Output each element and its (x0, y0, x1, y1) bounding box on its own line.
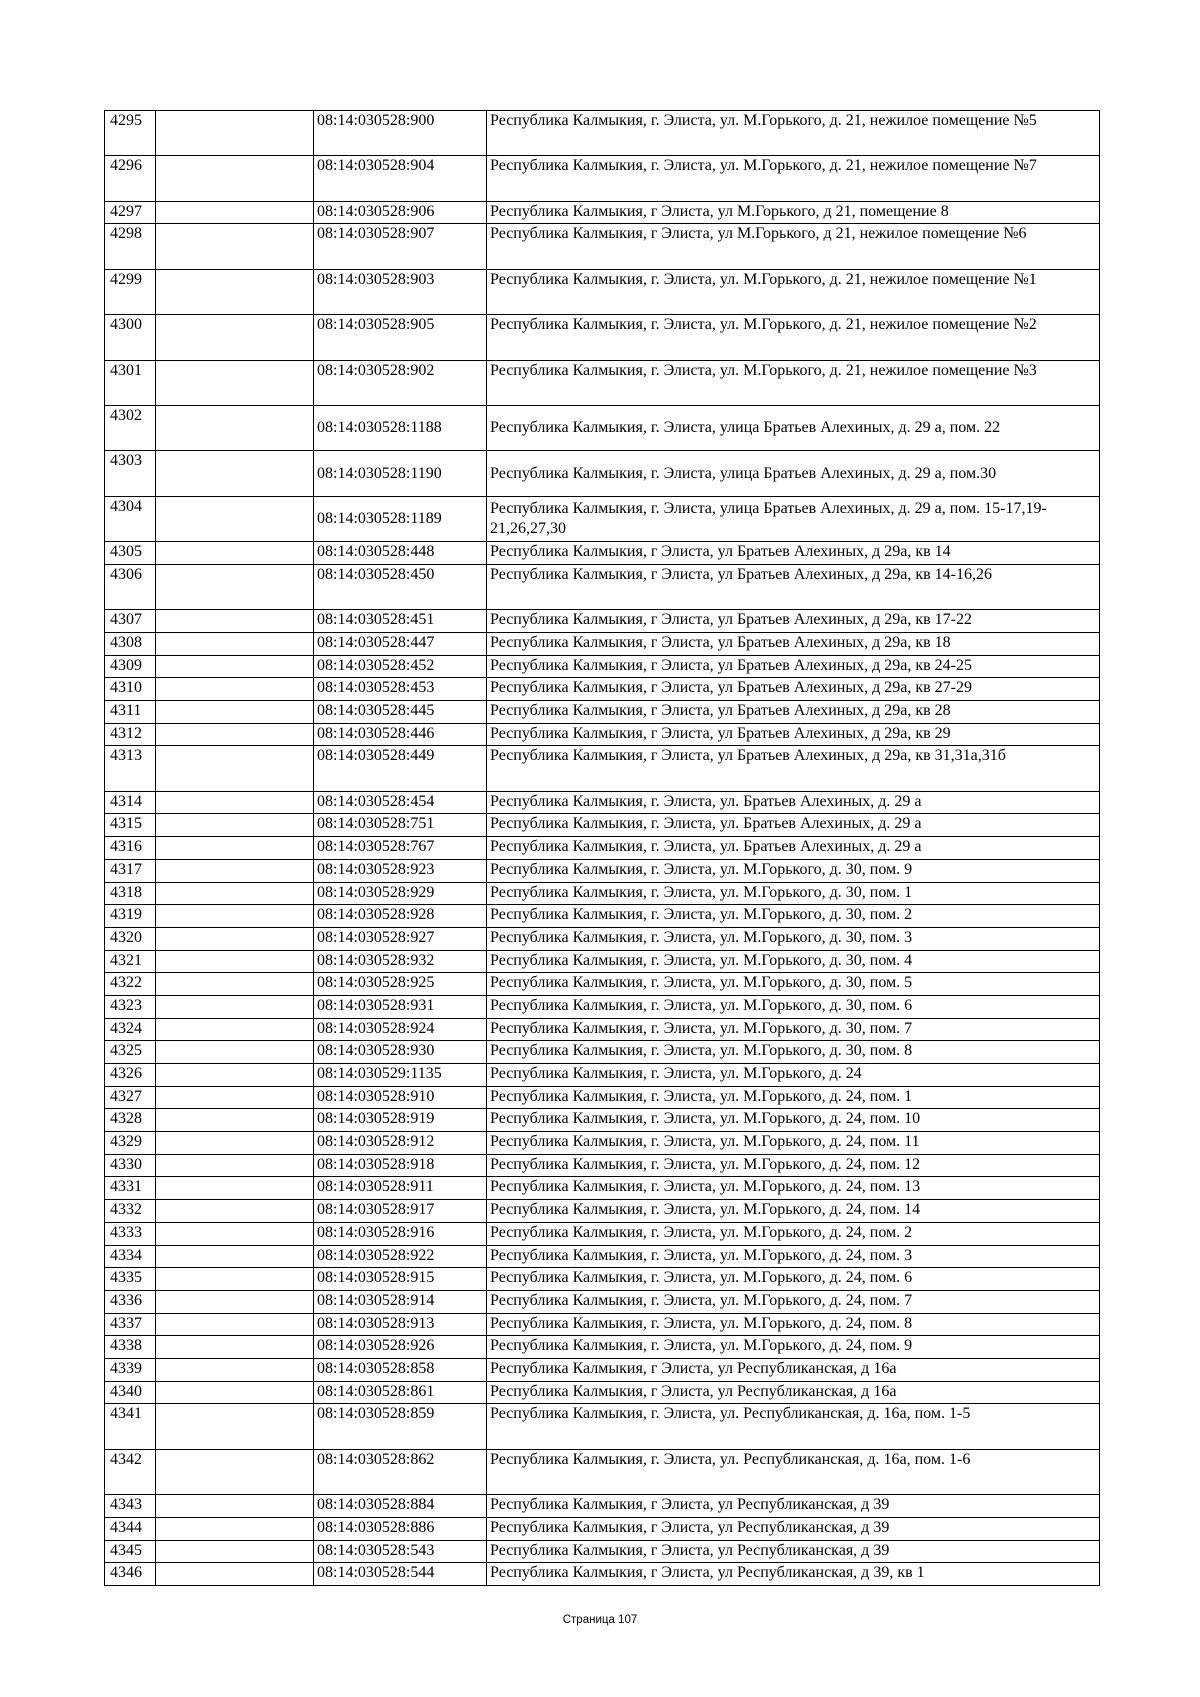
cadastral-number: 08:14:030528:751 (314, 814, 487, 837)
row-number: 4319 (105, 905, 156, 928)
cadastral-number: 08:14:030528:924 (314, 1018, 487, 1041)
empty-cell (156, 723, 314, 746)
address: Республика Калмыкия, г Элиста, ул Республиканская, д 39 (487, 1495, 1100, 1518)
property-table (104, 110, 1100, 1586)
table-row (105, 451, 1100, 496)
address: Республика Калмыкия, г Элиста, ул Братьев Алехиных, д 29а, кв 14 (487, 542, 1100, 565)
address: Республика Калмыкия, г. Элиста, ул. Братьев Алехиных, д. 29 а (487, 791, 1100, 814)
cadastral-number: 08:14:030528:932 (314, 950, 487, 973)
cadastral-number: 08:14:030528:1189 (314, 496, 487, 541)
table-row (105, 1313, 1100, 1336)
cadastral-number: 08:14:030528:925 (314, 973, 487, 996)
cadastral-number: 08:14:030528:452 (314, 655, 487, 678)
row-number: 4315 (105, 814, 156, 837)
empty-cell (156, 1041, 314, 1064)
table-row (105, 1222, 1100, 1245)
empty-cell (156, 746, 314, 791)
cadastral-number: 08:14:030528:861 (314, 1381, 487, 1404)
row-number: 4339 (105, 1358, 156, 1381)
empty-cell (156, 1064, 314, 1087)
table-row (105, 269, 1100, 314)
row-number: 4312 (105, 723, 156, 746)
empty-cell (156, 201, 314, 224)
empty-cell (156, 950, 314, 973)
address: Республика Калмыкия, г. Элиста, ул. Братьев Алехиных, д. 29 а (487, 837, 1100, 860)
row-number: 4302 (105, 406, 156, 451)
row-number: 4321 (105, 950, 156, 973)
cadastral-number: 08:14:030528:906 (314, 201, 487, 224)
table-row (105, 224, 1100, 269)
address: Республика Калмыкия, г. Элиста, улица Братьев Алехиных, д. 29 а, пом. 15-17,19-21,26,27,30 (487, 496, 1100, 541)
cadastral-number: 08:14:030528:927 (314, 927, 487, 950)
table-row (105, 111, 1100, 156)
empty-cell (156, 859, 314, 882)
table-row (105, 201, 1100, 224)
table-row (105, 406, 1100, 451)
table-row (105, 1381, 1100, 1404)
cadastral-number: 08:14:030528:904 (314, 156, 487, 201)
table-row (105, 496, 1100, 541)
address: Республика Калмыкия, г Элиста, ул Братьев Алехиных, д 29а, кв 18 (487, 632, 1100, 655)
table-row (105, 973, 1100, 996)
empty-cell (156, 1517, 314, 1540)
row-number: 4332 (105, 1200, 156, 1223)
table-row (105, 678, 1100, 701)
row-number: 4296 (105, 156, 156, 201)
address: Республика Калмыкия, г. Элиста, ул. М.Горького, д. 30, пом. 2 (487, 905, 1100, 928)
address: Республика Калмыкия, г Элиста, ул Братьев Алехиных, д 29а, кв 31,31а,31б (487, 746, 1100, 791)
empty-cell (156, 1154, 314, 1177)
empty-cell (156, 927, 314, 950)
empty-cell (156, 315, 314, 360)
cadastral-number: 08:14:030528:448 (314, 542, 487, 565)
empty-cell (156, 610, 314, 633)
row-number: 4298 (105, 224, 156, 269)
cadastral-number: 08:14:030528:767 (314, 837, 487, 860)
empty-cell (156, 882, 314, 905)
empty-cell (156, 837, 314, 860)
row-number: 4297 (105, 201, 156, 224)
row-number: 4303 (105, 451, 156, 496)
cadastral-number: 08:14:030528:907 (314, 224, 487, 269)
row-number: 4338 (105, 1336, 156, 1359)
empty-cell (156, 1495, 314, 1518)
address: Республика Калмыкия, г Элиста, ул Братьев Алехиных, д 29а, кв 27-29 (487, 678, 1100, 701)
empty-cell (156, 1358, 314, 1381)
empty-cell (156, 1540, 314, 1563)
row-number: 4305 (105, 542, 156, 565)
table-row (105, 1268, 1100, 1291)
row-number: 4310 (105, 678, 156, 701)
table-row (105, 1018, 1100, 1041)
address: Республика Калмыкия, г Элиста, ул Республиканская, д 39 (487, 1517, 1100, 1540)
table-row (105, 632, 1100, 655)
table-row (105, 542, 1100, 565)
row-number: 4314 (105, 791, 156, 814)
address: Республика Калмыкия, г Элиста, ул Братьев Алехиных, д 29а, кв 24-25 (487, 655, 1100, 678)
table-row (105, 1449, 1100, 1494)
table-row (105, 360, 1100, 405)
table-row (105, 927, 1100, 950)
cadastral-number: 08:14:030528:902 (314, 360, 487, 405)
cadastral-number: 08:14:030529:1135 (314, 1064, 487, 1087)
empty-cell (156, 406, 314, 451)
empty-cell (156, 995, 314, 1018)
empty-cell (156, 111, 314, 156)
address: Республика Калмыкия, г. Элиста, ул. М.Горького, д. 24, пом. 12 (487, 1154, 1100, 1177)
table-row (105, 1358, 1100, 1381)
row-number: 4295 (105, 111, 156, 156)
empty-cell (156, 1018, 314, 1041)
row-number: 4325 (105, 1041, 156, 1064)
empty-cell (156, 678, 314, 701)
row-number: 4333 (105, 1222, 156, 1245)
cadastral-number: 08:14:030528:886 (314, 1517, 487, 1540)
address: Республика Калмыкия, г. Элиста, ул. М.Горького, д. 24, пом. 7 (487, 1290, 1100, 1313)
empty-cell (156, 632, 314, 655)
empty-cell (156, 269, 314, 314)
row-number: 4323 (105, 995, 156, 1018)
row-number: 4306 (105, 564, 156, 609)
row-number: 4346 (105, 1563, 156, 1586)
cadastral-number: 08:14:030528:900 (314, 111, 487, 156)
table-row (105, 610, 1100, 633)
empty-cell (156, 451, 314, 496)
address: Республика Калмыкия, г. Элиста, ул. М.Горького, д. 24, пом. 9 (487, 1336, 1100, 1359)
table-row (105, 315, 1100, 360)
cadastral-number: 08:14:030528:923 (314, 859, 487, 882)
cadastral-number: 08:14:030528:446 (314, 723, 487, 746)
row-number: 4337 (105, 1313, 156, 1336)
empty-cell (156, 1086, 314, 1109)
address: Республика Калмыкия, г Элиста, ул Республиканская, д 16а (487, 1381, 1100, 1404)
row-number: 4317 (105, 859, 156, 882)
empty-cell (156, 1381, 314, 1404)
empty-cell (156, 1336, 314, 1359)
row-number: 4329 (105, 1132, 156, 1155)
address: Республика Калмыкия, г. Элиста, ул. М.Горького, д. 24, пом. 1 (487, 1086, 1100, 1109)
cadastral-number: 08:14:030528:454 (314, 791, 487, 814)
table-row (105, 837, 1100, 860)
row-number: 4304 (105, 496, 156, 541)
empty-cell (156, 701, 314, 724)
row-number: 4316 (105, 837, 156, 860)
row-number: 4300 (105, 315, 156, 360)
address: Республика Калмыкия, г. Элиста, ул. М.Горького, д. 21, нежилое помещение №3 (487, 360, 1100, 405)
cadastral-number: 08:14:030528:1188 (314, 406, 487, 451)
address: Республика Калмыкия, г. Элиста, ул. М.Горького, д. 24, пом. 6 (487, 1268, 1100, 1291)
address: Республика Калмыкия, г. Элиста, ул. М.Горького, д. 24, пом. 11 (487, 1132, 1100, 1155)
empty-cell (156, 1245, 314, 1268)
empty-cell (156, 360, 314, 405)
address: Республика Калмыкия, г Элиста, ул М.Горького, д 21, нежилое помещение №6 (487, 224, 1100, 269)
row-number: 4308 (105, 632, 156, 655)
table-row (105, 701, 1100, 724)
empty-cell (156, 496, 314, 541)
table-row (105, 814, 1100, 837)
address: Республика Калмыкия, г. Элиста, ул. Республиканская, д. 16а, пом. 1-6 (487, 1449, 1100, 1494)
table-row (105, 1517, 1100, 1540)
row-number: 4309 (105, 655, 156, 678)
address: Республика Калмыкия, г. Элиста, ул. М.Горького, д. 24, пом. 2 (487, 1222, 1100, 1245)
empty-cell (156, 1132, 314, 1155)
cadastral-number: 08:14:030528:914 (314, 1290, 487, 1313)
table-row (105, 564, 1100, 609)
address: Республика Калмыкия, г Элиста, ул Братьев Алехиных, д 29а, кв 29 (487, 723, 1100, 746)
table-row (105, 1109, 1100, 1132)
cadastral-number: 08:14:030528:929 (314, 882, 487, 905)
empty-cell (156, 1449, 314, 1494)
table-row (105, 905, 1100, 928)
table-row (105, 1041, 1100, 1064)
table-row (105, 1154, 1100, 1177)
cadastral-number: 08:14:030528:928 (314, 905, 487, 928)
address: Республика Калмыкия, г Элиста, ул Братьев Алехиных, д 29а, кв 14-16,26 (487, 564, 1100, 609)
cadastral-number: 08:14:030528:919 (314, 1109, 487, 1132)
cadastral-number: 08:14:030528:918 (314, 1154, 487, 1177)
cadastral-number: 08:14:030528:859 (314, 1404, 487, 1449)
cadastral-number: 08:14:030528:903 (314, 269, 487, 314)
empty-cell (156, 564, 314, 609)
address: Республика Калмыкия, г. Элиста, ул. М.Горького, д. 21, нежилое помещение №2 (487, 315, 1100, 360)
table-row (105, 995, 1100, 1018)
address: Республика Калмыкия, г. Элиста, ул. М.Горького, д. 24, пом. 13 (487, 1177, 1100, 1200)
address: Республика Калмыкия, г Элиста, ул Республиканская, д 39, кв 1 (487, 1563, 1100, 1586)
empty-cell (156, 1268, 314, 1291)
empty-cell (156, 1177, 314, 1200)
table-row (105, 1563, 1100, 1586)
cadastral-number: 08:14:030528:544 (314, 1563, 487, 1586)
cadastral-number: 08:14:030528:905 (314, 315, 487, 360)
empty-cell (156, 1109, 314, 1132)
address: Республика Калмыкия, г Элиста, ул М.Горького, д 21, помещение 8 (487, 201, 1100, 224)
cadastral-number: 08:14:030528:449 (314, 746, 487, 791)
address: Республика Калмыкия, г Элиста, ул Братьев Алехиных, д 29а, кв 28 (487, 701, 1100, 724)
table-row (105, 1200, 1100, 1223)
empty-cell (156, 156, 314, 201)
empty-cell (156, 1200, 314, 1223)
cadastral-number: 08:14:030528:453 (314, 678, 487, 701)
table-row (105, 156, 1100, 201)
address: Республика Калмыкия, г. Элиста, ул. М.Горького, д. 21, нежилое помещение №1 (487, 269, 1100, 314)
empty-cell (156, 973, 314, 996)
row-number: 4327 (105, 1086, 156, 1109)
row-number: 4343 (105, 1495, 156, 1518)
cadastral-number: 08:14:030528:447 (314, 632, 487, 655)
empty-cell (156, 655, 314, 678)
table-row (105, 746, 1100, 791)
empty-cell (156, 1290, 314, 1313)
row-number: 4322 (105, 973, 156, 996)
cadastral-number: 08:14:030528:862 (314, 1449, 487, 1494)
table-row (105, 950, 1100, 973)
cadastral-number: 08:14:030528:930 (314, 1041, 487, 1064)
address: Республика Калмыкия, г. Элиста, ул. М.Горького, д. 21, нежилое помещение №5 (487, 111, 1100, 156)
row-number: 4313 (105, 746, 156, 791)
row-number: 4320 (105, 927, 156, 950)
cadastral-number: 08:14:030528:931 (314, 995, 487, 1018)
table-row (105, 1177, 1100, 1200)
table-row (105, 882, 1100, 905)
empty-cell (156, 1404, 314, 1449)
empty-cell (156, 1563, 314, 1586)
address: Республика Калмыкия, г. Элиста, ул. М.Горького, д. 30, пом. 9 (487, 859, 1100, 882)
row-number: 4344 (105, 1517, 156, 1540)
address: Республика Калмыкия, г. Элиста, ул. М.Горького, д. 24 (487, 1064, 1100, 1087)
address: Республика Калмыкия, г. Элиста, ул. М.Горького, д. 30, пом. 1 (487, 882, 1100, 905)
address: Республика Калмыкия, г. Элиста, ул. М.Горького, д. 30, пом. 8 (487, 1041, 1100, 1064)
row-number: 4326 (105, 1064, 156, 1087)
row-number: 4299 (105, 269, 156, 314)
table-row (105, 859, 1100, 882)
table-row (105, 1404, 1100, 1449)
cadastral-number: 08:14:030528:916 (314, 1222, 487, 1245)
address: Республика Калмыкия, г. Элиста, ул. Братьев Алехиных, д. 29 а (487, 814, 1100, 837)
table-row (105, 1245, 1100, 1268)
empty-cell (156, 1313, 314, 1336)
table-row (105, 1290, 1100, 1313)
address: Республика Калмыкия, г. Элиста, ул. М.Горького, д. 30, пом. 7 (487, 1018, 1100, 1041)
row-number: 4331 (105, 1177, 156, 1200)
table-row (105, 1336, 1100, 1359)
empty-cell (156, 224, 314, 269)
address: Республика Калмыкия, г. Элиста, ул. М.Горького, д. 30, пом. 6 (487, 995, 1100, 1018)
row-number: 4311 (105, 701, 156, 724)
address: Республика Калмыкия, г. Элиста, ул. М.Горького, д. 24, пом. 10 (487, 1109, 1100, 1132)
cadastral-number: 08:14:030528:858 (314, 1358, 487, 1381)
cadastral-number: 08:14:030528:543 (314, 1540, 487, 1563)
address: Республика Калмыкия, г. Элиста, ул. М.Горького, д. 24, пом. 14 (487, 1200, 1100, 1223)
cadastral-number: 08:14:030528:884 (314, 1495, 487, 1518)
cadastral-number: 08:14:030528:913 (314, 1313, 487, 1336)
table-row (105, 1495, 1100, 1518)
table-body (105, 111, 1100, 1586)
cadastral-number: 08:14:030528:451 (314, 610, 487, 633)
row-number: 4342 (105, 1449, 156, 1494)
cadastral-number: 08:14:030528:1190 (314, 451, 487, 496)
address: Республика Калмыкия, г. Элиста, ул. Республиканская, д. 16а, пом. 1-5 (487, 1404, 1100, 1449)
address: Республика Калмыкия, г. Элиста, ул. М.Горького, д. 21, нежилое помещение №7 (487, 156, 1100, 201)
row-number: 4341 (105, 1404, 156, 1449)
address: Республика Калмыкия, г. Элиста, ул. М.Горького, д. 30, пом. 3 (487, 927, 1100, 950)
address: Республика Калмыкия, г. Элиста, улица Братьев Алехиных, д. 29 а, пом. 22 (487, 406, 1100, 451)
cadastral-number: 08:14:030528:910 (314, 1086, 487, 1109)
row-number: 4307 (105, 610, 156, 633)
cadastral-number: 08:14:030528:445 (314, 701, 487, 724)
empty-cell (156, 814, 314, 837)
empty-cell (156, 905, 314, 928)
row-number: 4336 (105, 1290, 156, 1313)
address: Республика Калмыкия, г. Элиста, ул. М.Горького, д. 30, пом. 4 (487, 950, 1100, 973)
empty-cell (156, 542, 314, 565)
cadastral-number: 08:14:030528:911 (314, 1177, 487, 1200)
row-number: 4330 (105, 1154, 156, 1177)
address: Республика Калмыкия, г. Элиста, ул. М.Горького, д. 24, пом. 8 (487, 1313, 1100, 1336)
table-row (105, 1132, 1100, 1155)
address: Республика Калмыкия, г Элиста, ул Братьев Алехиных, д 29а, кв 17-22 (487, 610, 1100, 633)
row-number: 4345 (105, 1540, 156, 1563)
row-number: 4328 (105, 1109, 156, 1132)
cadastral-number: 08:14:030528:922 (314, 1245, 487, 1268)
table-row (105, 1086, 1100, 1109)
document-page (104, 110, 1099, 1586)
cadastral-number: 08:14:030528:450 (314, 564, 487, 609)
row-number: 4335 (105, 1268, 156, 1291)
cadastral-number: 08:14:030528:915 (314, 1268, 487, 1291)
row-number: 4318 (105, 882, 156, 905)
table-row (105, 1540, 1100, 1563)
row-number: 4334 (105, 1245, 156, 1268)
cadastral-number: 08:14:030528:917 (314, 1200, 487, 1223)
row-number: 4301 (105, 360, 156, 405)
row-number: 4340 (105, 1381, 156, 1404)
cadastral-number: 08:14:030528:912 (314, 1132, 487, 1155)
table-row (105, 655, 1100, 678)
table-row (105, 1064, 1100, 1087)
empty-cell (156, 1222, 314, 1245)
row-number: 4324 (105, 1018, 156, 1041)
empty-cell (156, 791, 314, 814)
address: Республика Калмыкия, г. Элиста, ул. М.Горького, д. 24, пом. 3 (487, 1245, 1100, 1268)
cadastral-number: 08:14:030528:926 (314, 1336, 487, 1359)
address: Республика Калмыкия, г Элиста, ул Республиканская, д 16а (487, 1358, 1100, 1381)
table-row (105, 723, 1100, 746)
page-number: Страница 107 (562, 1614, 638, 1626)
address: Республика Калмыкия, г Элиста, ул Республиканская, д 39 (487, 1540, 1100, 1563)
address: Республика Калмыкия, г. Элиста, ул. М.Горького, д. 30, пом. 5 (487, 973, 1100, 996)
address: Республика Калмыкия, г. Элиста, улица Братьев Алехиных, д. 29 а, пом.30 (487, 451, 1100, 496)
table-row (105, 791, 1100, 814)
